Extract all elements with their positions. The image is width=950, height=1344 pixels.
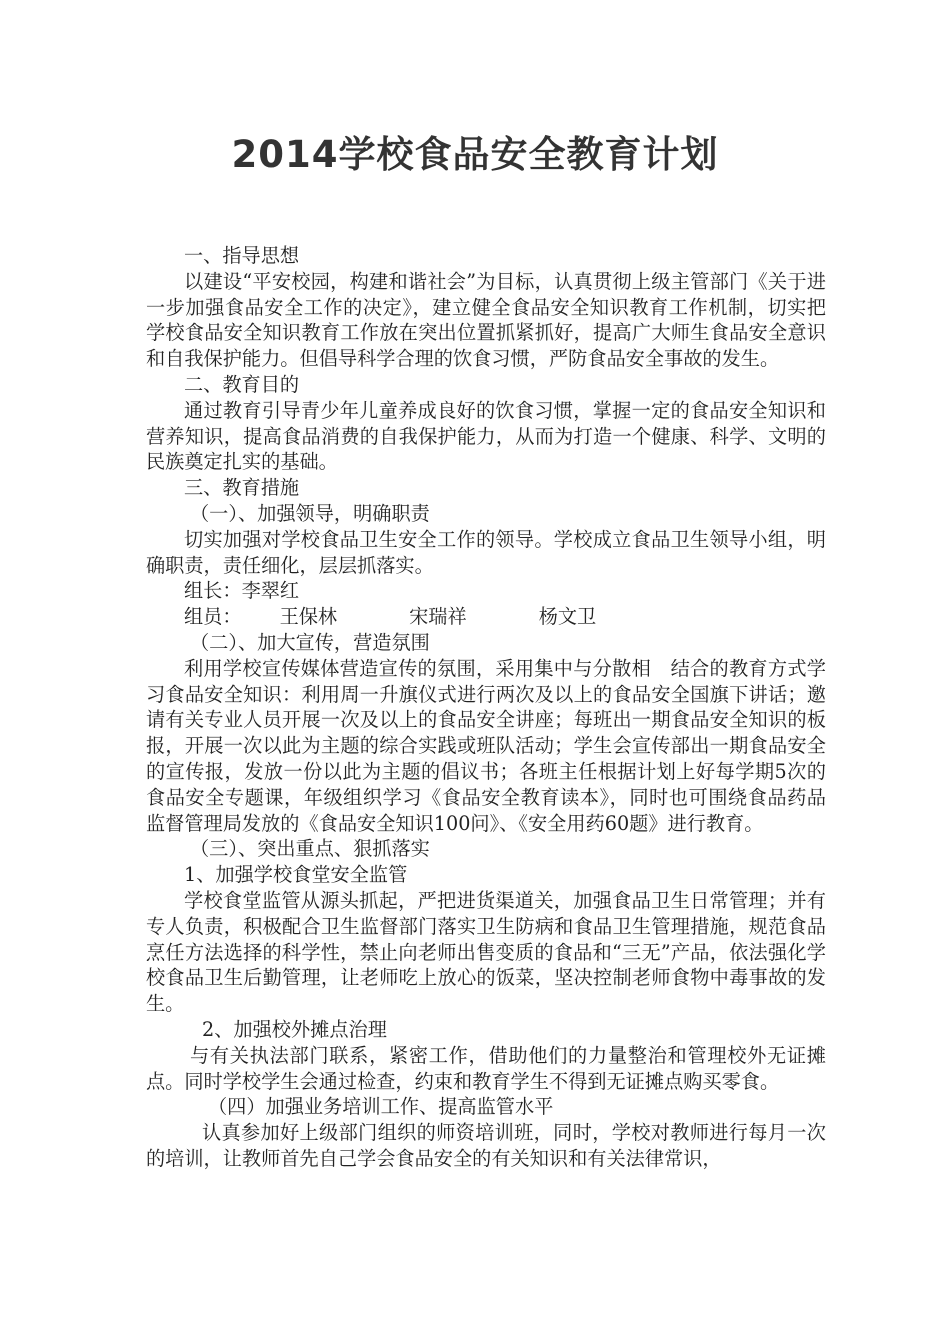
team-leader-label: 组长： [184,579,242,603]
paragraph-guiding-thought: 以建设“平安校园，构建和谐社会”为目标，认真贯彻上级主管部门《关于进一步加强食品安全工作的决定》，建立健全食品安全知识教育工作机制，切实把学校食品安全知识教育工作放在突出位置抓紧抓好，提高广大师生食品安全意识和自我保护能力。但倡导科学合理的饮食习惯，严防食品安全事故的发生。 [146,269,826,371]
paragraph-publicity: 利用学校宣传媒体营造宣传的氛围，采用集中与分散相 结合的教育方式学习食品安全知识：利用周一升旗仪式进行两次及以上的食品安全国旗下讲话；邀请有关专业人员开展一次及以上的食品安全讲座；每班出一期食品安全知识的板报，开展一次以此为主题的综合实践或班队活动；学生会宣传部出一期食品安全的宣传报，发放一份以此为主题的倡议书；各班主任根据计划上好每学期5次的食品安全专题课，年级组织学习《食品安全教育读本》，同时也可围绕食品药品监督管理局发放的《食品安全知识100问》、《安全用药60题》进行教育。 [146,656,826,835]
measure-heading-training: （四）加强业务培训工作、提高监管水平 [208,1095,554,1119]
team-member-3: 杨文卫 [538,605,597,629]
measure-heading-publicity: （二）、加大宣传，营造氛围 [190,630,430,654]
team-member-1: 王保林 [279,605,338,629]
subheading-street-vendor-control: 2、加强校外摊点治理 [202,1017,387,1041]
paragraph-education-purpose: 通过教育引导青少年儿童养成良好的饮食习惯，掌握一定的食品安全知识和营养知识，提高食品消费的自我保护能力，从而为打造一个健康、科学、文明的民族奠定扎实的基础。 [146,398,826,474]
team-member-2: 宋瑞祥 [409,605,467,629]
document-title: 2014学校食品安全教育计划 [231,133,719,176]
measure-heading-leadership: （一）、加强领导，明确职责 [190,501,430,525]
subheading-canteen-supervision: 1、加强学校食堂安全监管 [184,863,408,887]
measure-heading-focus: （三）、突出重点、狠抓落实 [190,837,430,861]
team-members-label: 组员： [184,605,242,629]
team-leader-line [146,578,826,604]
paragraph-training: 认真参加好上级部门组织的师资培训班，同时，学校对教师进行每月一次的培训，让教师首先自己学会食品安全的有关知识和有关法律常识， [146,1121,826,1170]
team-leader-name: 李翠红 [241,579,300,603]
paragraph-canteen-supervision: 学校食堂监管从源头抓起，严把进货渠道关，加强食品卫生日常管理；并有专人负责，积极配合卫生监督部门落实卫生防病和食品卫生管理措施，规范食品烹任方法选择的科学性，禁止向老师出售变质的食品和“三无”产品，依法强化学校食品卫生后勤管理，让老师吃上放心的饭菜，坚决控制老师食物中毒事故的发生。 [146,888,826,1016]
section-heading-education-purpose: 二、教育目的 [184,372,300,396]
section-heading-education-measures: 三、教育措施 [184,476,300,500]
section-heading-guiding-thought: 一、指导思想 [184,244,300,267]
paragraph-leadership: 切实加强对学校食品卫生安全工作的领导。学校成立食品卫生领导小组，明确职责，责任细化，层层抓落实。 [146,527,826,577]
paragraph-street-vendor-control: 与有关执法部门联系，紧密工作，借助他们的力量整治和管理校外无证摊点。同时学校学生会通过检查，约束和教育学生不得到无证摊点购买零食。 [146,1043,826,1093]
team-members-line [146,604,826,630]
document-body [146,243,826,1172]
